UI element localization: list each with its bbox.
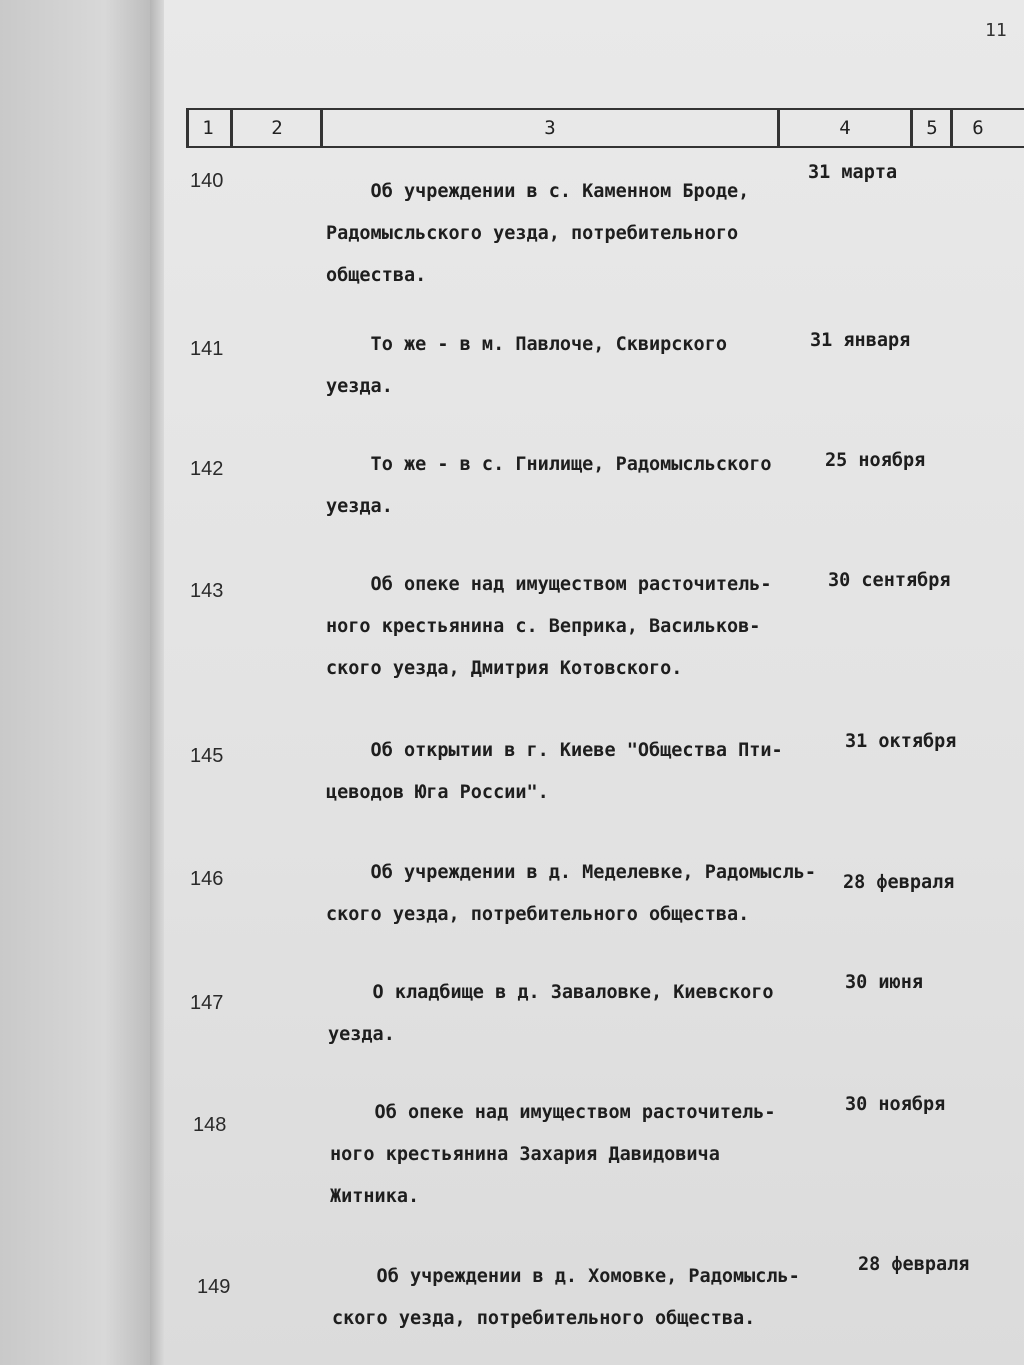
entry-date: 31 марта — [808, 162, 898, 183]
description-line: Об учреждении в д. Меделевке, Радомысль- — [326, 862, 817, 883]
entry-number: 142 — [190, 458, 224, 480]
entry-description — [328, 972, 828, 1056]
entry-date: 31 января — [810, 330, 911, 351]
entry-number: 145 — [190, 745, 224, 767]
entry-description — [332, 1256, 832, 1340]
column-separator — [230, 110, 233, 146]
description-line: Об опеке над имуществом расточитель- — [330, 1102, 776, 1123]
header-col-5: 5 — [926, 117, 938, 139]
description-line: ского уезда, потребительного общества. — [332, 1308, 756, 1329]
entry-number: 149 — [197, 1276, 231, 1298]
book-fold — [150, 0, 164, 1365]
description-line: цеводов Юга России". — [326, 782, 549, 803]
header-col-2: 2 — [271, 117, 283, 139]
description-line: Об опеке над имуществом расточитель- — [326, 574, 772, 595]
entry-number: 140 — [190, 170, 224, 192]
entry-description — [326, 730, 826, 814]
description-line: ского уезда, потребительного общества. — [326, 904, 750, 925]
header-col-4: 4 — [839, 117, 851, 139]
entry-description — [326, 171, 826, 297]
entry-number: 147 — [190, 992, 224, 1014]
entry-description — [330, 1092, 830, 1218]
column-separator — [950, 110, 953, 146]
entry-date: 30 сентября — [828, 570, 951, 591]
entry-number: 146 — [190, 868, 224, 890]
entry-description — [326, 324, 826, 408]
description-line: То же - в м. Павлоче, Сквирского — [326, 334, 727, 355]
entry-description — [326, 444, 826, 528]
column-separator — [777, 110, 780, 146]
entry-date: 30 июня — [845, 972, 923, 993]
description-line: Об учреждении в с. Каменном Броде, — [326, 181, 750, 202]
description-line: ного крестьянина с. Веприка, Васильков- — [326, 616, 761, 637]
description-line: ного крестьянина Захария Давидовича — [330, 1144, 720, 1165]
description-line: Радомысльского уезда, потребительного — [326, 223, 739, 244]
table-header — [186, 108, 1024, 148]
header-col-1: 1 — [202, 117, 214, 139]
column-separator — [320, 110, 323, 146]
entry-number: 141 — [190, 338, 224, 360]
description-line: уезда. — [326, 376, 393, 397]
description-line: ского уезда, Дмитрия Котовского. — [326, 658, 683, 679]
entry-number: 148 — [193, 1114, 227, 1136]
entry-date: 28 февраля — [843, 872, 955, 893]
description-line: общества. — [326, 265, 427, 286]
entry-date: 25 ноября — [825, 450, 926, 471]
description-line: Об учреждении в д. Хомовке, Радомысль- — [332, 1266, 800, 1287]
description-line: О кладбище в д. Заваловке, Киевского — [328, 982, 774, 1003]
column-separator — [910, 110, 913, 146]
description-line: Об открытии в г. Киеве "Общества Пти- — [326, 740, 783, 761]
entry-number: 143 — [190, 580, 224, 602]
description-line: уезда. — [328, 1024, 395, 1045]
facing-page-edge — [0, 0, 150, 1365]
entry-description — [326, 564, 826, 690]
entry-date: 28 февраля — [858, 1254, 970, 1275]
header-col-3: 3 — [544, 117, 556, 139]
description-line: То же - в с. Гнилище, Радомысльского — [326, 454, 772, 475]
entry-date: 30 ноября — [845, 1094, 946, 1115]
page-number: 11 — [985, 20, 1007, 41]
entry-description — [326, 852, 826, 936]
header-col-6: 6 — [972, 117, 984, 139]
description-line: Житника. — [330, 1186, 420, 1207]
description-line: уезда. — [326, 496, 393, 517]
entry-date: 31 октября — [845, 731, 957, 752]
